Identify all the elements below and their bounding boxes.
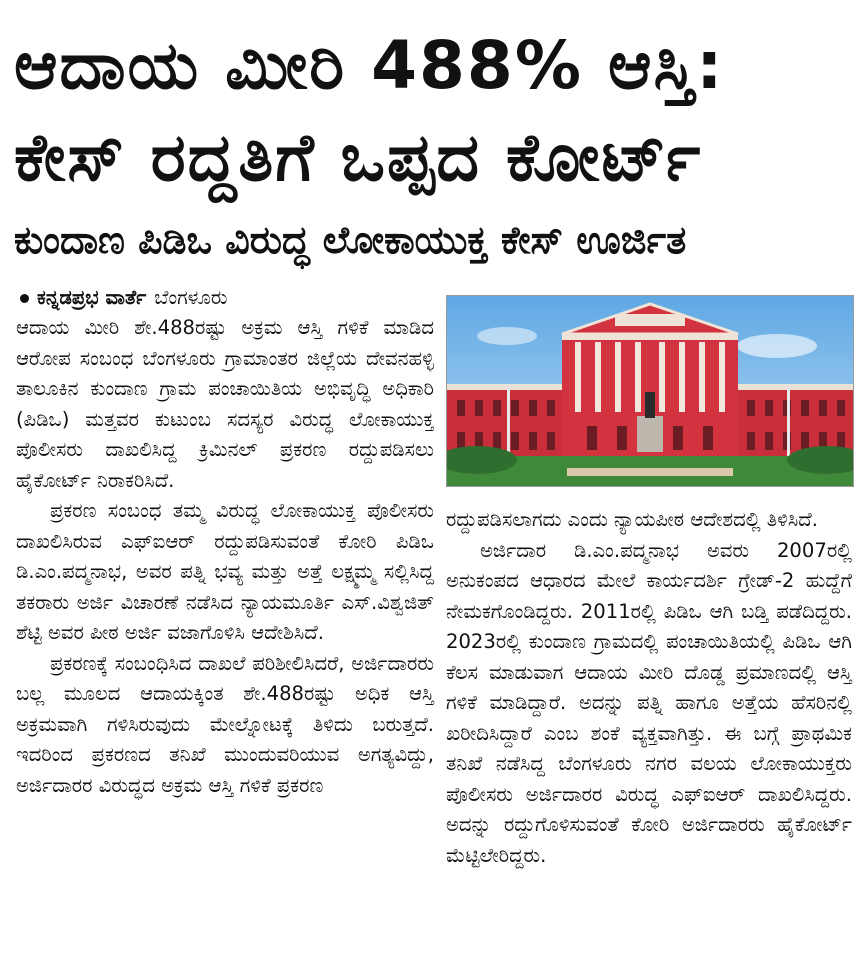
article-paragraph: ಆದಾಯ ಮೀರಿ ಶೇ.488ರಷ್ಟು ಅಕ್ರಮ ಆಸ್ತಿ ಗಳಿಕೆ ಮಾಡಿದ ಆರೋಪ ಸಂಬಂಧ ಬೆಂಗಳೂರು ಗ್ರಾಮಾಂತರ ಜಿಲ್ಲೆಯ ದೇವನಹಳ್ಳಿ ತಾಲೂಕಿನ ಕುಂದಾಣ ಗ್ರಾಮ ಪಂಚಾಯಿತಿಯ ಅಭಿವೃದ್ಧಿ ಅಧಿಕಾರಿ (ಪಿಡಿಒ) ಮತ್ತವರ ಕುಟುಂಬ ಸದಸ್ಯರ ವಿರುದ್ಧ ಲೋಕಾಯುಕ್ತ ಪೊಲೀಸರು ದಾಖಲಿಸಿದ್ದ ಕ್ರಿಮಿನಲ್ ಪ್ರಕರಣ ರದ್ದುಪಡಿಸಲು ಹೈಕೋರ್ಟ್ ನಿರಾಕರಿಸಿದೆ. [16,316,434,492]
byline-source: ಕನ್ನಡಪ್ರಭ ವಾರ್ತೆ [37,285,147,309]
article-paragraph: ಪ್ರಕರಣಕ್ಕೆ ಸಂಬಂಧಿಸಿದ ದಾಖಲೆ ಪರಿಶೀಲಿಸಿದರೆ, ಅರ್ಜಿದಾರರು ಬಲ್ಲ ಮೂಲದ ಆದಾಯಕ್ಕಿಂತ ಶೇ.488ರಷ್ಟು ಅಧಿಕ ಆಸ್ತಿ ಅಕ್ರಮವಾಗಿ ಗಳಿಸಿರುವುದು ಮೇಲ್ನೋಟಕ್ಕೆ ತಿಳಿದು ಬರುತ್ತದೆ. ಇದರಿಂದ ಪ್ರಕರಣದ ತನಿಖೆ ಮುಂದುವರಿಯುವ ಅಗತ್ಯವಿದ್ದು, ಅರ್ಜಿದಾರರ ವಿರುದ್ಧದ ಅಕ್ರಮ ಆಸ್ತಿ ಗಳಿಕೆ ಪ್ರಕರಣ [16,651,434,797]
high-court-photo [446,295,854,487]
bullet-icon [20,294,29,303]
right-column [446,505,852,871]
left-column [16,283,434,801]
headline [14,20,854,204]
byline [16,283,434,313]
article-paragraph: ರದ್ದುಪಡಿಸಲಾಗದು ಎಂದು ನ್ಯಾಯಪೀಠ ಆದೇಶದಲ್ಲಿ ತಿಳಿಸಿದೆ. [446,508,818,531]
headline-line-2: ಕೇಸ್ ರದ್ದತಿಗೆ ಒಪ್ಪದ ಕೋರ್ಟ್ [14,119,703,196]
article-paragraph: ಅರ್ಜಿದಾರ ಡಿ.ಎಂ.ಪದ್ಮನಾಭ ಅವರು 2007ರಲ್ಲಿ ಅನುಕಂಪದ ಆಧಾರದ ಮೇಲೆ ಕಾರ್ಯದರ್ಶಿ ಗ್ರೇಡ್-2 ಹುದ್ದೆಗೆ ನೇಮಕಗೊಂಡಿದ್ದರು. 2011ರಲ್ಲಿ ಪಿಡಿಒ ಆಗಿ ಬಡ್ತಿ ಪಡೆದಿದ್ದರು. 2023ರಲ್ಲಿ ಕುಂದಾಣ ಗ್ರಾಮದಲ್ಲಿ ಪಂಚಾಯಿತಿಯಲ್ಲಿ ಪಿಡಿಒ ಆಗಿ ಕೆಲಸ ಮಾಡುವಾಗ ಆದಾಯ ಮೀರಿ ದೊಡ್ಡ ಪ್ರಮಾಣದಲ್ಲಿ ಆಸ್ತಿ ಗಳಿಕೆ ಮಾಡಿದ್ದಾರೆ. ಅದನ್ನು ಪತ್ನಿ ಹಾಗೂ ಅತ್ತೆಯ ಹೆಸರಿನಲ್ಲಿ ಖರೀದಿಸಿದ್ದಾರೆ ಎಂಬ ಶಂಕೆ ವ್ಯಕ್ತವಾಗಿತ್ತು. ಈ ಬಗ್ಗೆ ಪ್ರಾಥಮಿಕ ತನಿಖೆ ನಡೆಸಿದ್ದ ಬೆಂಗಳೂರು ನಗರ ವಲಯ ಲೋಕಾಯುಕ್ತರು ಪೊಲೀಸರು ಅರ್ಜಿದಾರರ ವಿರುದ್ಧ ಎಫ್‌ಐಆರ್ ದಾಖಲಿಸಿದ್ದರು. ಅದನ್ನು ರದ್ದುಗೊಳಿಸುವಂತೆ ಕೋರಿ ಅರ್ಜಿದಾರರು ಹೈಕೋರ್ಟ್ ಮೆಟ್ಟಿಲೇರಿದ್ದರು. [446,538,852,867]
byline-place: ಬೆಂಗಳೂರು [154,285,228,309]
headline-line-1: ಆದಾಯ ಮೀರಿ 488% ಆಸ್ತಿ: [14,27,725,104]
subheadline: ಕುಂದಾಣ ಪಿಡಿಒ ವಿರುದ್ಧ ಲೋಕಾಯುಕ್ತ ಕೇಸ್ ಊರ್ಜಿತ [14,218,687,262]
high-court-building-image [447,296,853,486]
article-paragraph: ಪ್ರಕರಣ ಸಂಬಂಧ ತಮ್ಮ ವಿರುದ್ಧ ಲೋಕಾಯುಕ್ತ ಪೊಲೀಸರು ದಾಖಲಿಸಿರುವ ಎಫ್‌ಐಆರ್ ರದ್ದುಪಡಿಸುವಂತೆ ಕೋರಿ ಪಿಡಿಒ ಡಿ.ಎಂ.ಪದ್ಮನಾಭ, ಅವರ ಪತ್ನಿ ಭವ್ಯ ಮತ್ತು ಅತ್ತೆ ಲಕ್ಷ್ಮಮ್ಮ ಸಲ್ಲಿಸಿದ್ದ ತಕರಾರು ಅರ್ಜಿ ವಿಚಾರಣೆ ನಡೆಸಿದ ನ್ಯಾಯಮೂರ್ತಿ ಎಸ್.ವಿಶ್ವಜಿತ್ ಶೆಟ್ಟಿ ಅವರ ಪೀಠ ಅರ್ಜಿ ವಜಾಗೊಳಿಸಿ ಆದೇಶಿಸಿದೆ. [16,499,434,644]
